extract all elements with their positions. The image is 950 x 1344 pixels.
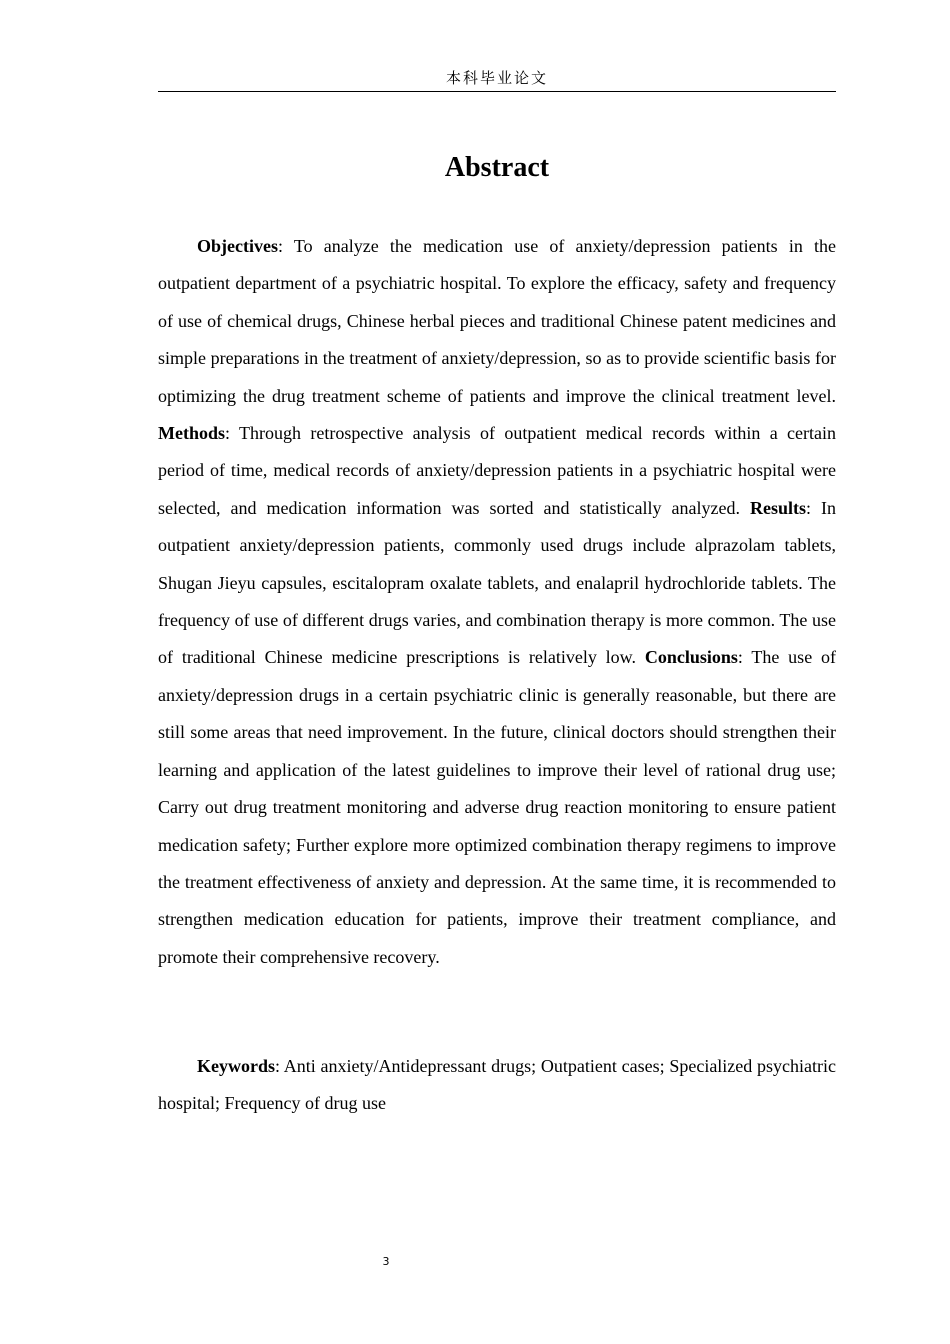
results-text: : In outpatient anxiety/depression patients, commonly used drugs include alprazolam tablets, Shugan Jieyu capsules, escitalopram oxalate tablets, and enalapril hydrochloride tablets. The frequency of use of different drugs varies, and combination therapy is more common. The use of traditional Chinese medicine prescriptions is relatively low. [158,497,836,668]
keywords-label: Keywords [197,1056,275,1076]
results-label: Results [749,497,806,518]
page-header: 本科毕业论文 [445,69,548,87]
page-number: 3 [382,1255,390,1268]
conclusions-text: : The use of anxiety/depression drugs in a certain psychiatric clinic is generally reasonable, but there are still some areas that need improvement. In the future, clinical doctors should strengthen their learning and application of the latest guidelines to improve their level of rational drug use; Carry out drug treatment monitoring and adverse drug reaction monitoring to ensure patient medication safety; Further explore more optimized combination therapy regimens to improve the treatment effectiveness of anxiety and depression. At the same time, it is recommended to strengthen medication education for patients, improve their treatment compliance, and promote their comprehensive recovery. [158,647,836,967]
header-rule [158,91,836,92]
methods-text: : Through retrospective analysis of outpatient medical records within a certain period of time, medical records of anxiety/depression patients in a psychiatric hospital were selected, and medication information was sorted and statistically analyzed. [158,423,836,518]
methods-label: Methods [158,423,225,444]
objectives-label: Objectives [197,236,278,256]
conclusions-label: Conclusions [644,647,738,668]
abstract-paragraph [158,228,836,976]
keywords-text: : Anti anxiety/Antidepressant drugs; Outpatient cases; Specialized psychiatric hospital; Frequency of drug use [158,1056,836,1114]
keywords-paragraph [158,1048,836,1123]
page-title: Abstract [444,152,550,183]
objectives-text: : To analyze the medication use of anxiety/depression patients in the outpatient department of a psychiatric hospital. To explore the efficacy, safety and frequency of use of chemical drugs, Chinese herbal pieces and traditional Chinese patent medicines and simple preparations in the treatment of anxiety/depression, so as to provide scientific basis for optimizing the drug treatment scheme of patients and improve the clinical treatment level. [158,236,836,406]
